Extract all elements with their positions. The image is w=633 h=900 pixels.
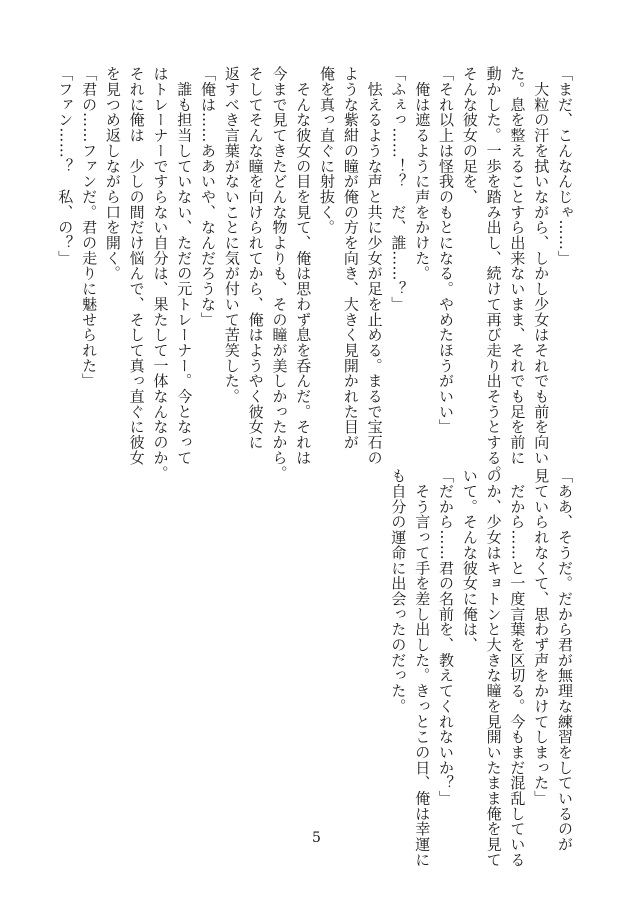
text-line: 「ファン……？ 私、の？」 [56, 66, 75, 266]
text-line: そしてそんな瞳を向けられてから、俺はようやく彼女に [246, 66, 265, 450]
text-line: 「それ以上は怪我のもとになる。やめたほうがいい」 [437, 66, 456, 435]
text-line: た。息を整えることすら出来ないまま、それでも足を前に [508, 66, 527, 466]
text-line: 俺は遮るように声をかけた。 [413, 66, 432, 281]
text-line: 大粒の汗を拭いながら、しかし少女はそれでも前を向い [532, 66, 551, 466]
text-line: そう言って手を差し出した。きっとこの日、俺は幸運に [413, 468, 432, 868]
text-line: 「ふぇっ……！？ だ、誰……？」 [389, 66, 408, 312]
text-line: そんな彼女の足を、 [460, 66, 479, 205]
text-line: 「だから……君の名前を、教えてくれないか？」 [437, 468, 456, 806]
text-line: ような紫紺の瞳が俺の方を向き、大きく見開かれた目が [341, 66, 360, 450]
text-line: 「まだ、こんなんじゃ……」 [556, 66, 574, 266]
upper-text-block [56, 66, 576, 481]
text-line: そんな彼女の目を見て、俺は思わず息を呑んだ。それは [294, 66, 313, 466]
text-line: を見つめ返しながら口を開く。 [103, 66, 122, 281]
text-line: 今まで見てきたどんな物よりも、その瞳が美しかったから。 [270, 66, 289, 481]
text-line: だから……と一度言葉を区切る。今もまだ混乱している [508, 468, 527, 868]
text-line: それに俺は 少しの間だけ悩んで、そして真っ直ぐに彼女 [127, 66, 146, 466]
text-line: も自分の運命に出会ったのだった。 [389, 468, 408, 714]
text-line: 「ああ、そうだ。だから君が無理な練習をしているのが [556, 468, 574, 852]
lower-text-block [376, 468, 576, 868]
page-number: 5 [312, 830, 321, 846]
text-line: のか、少女はキョトンと大きな瞳を見開いたまま俺を見て [484, 468, 503, 868]
text-line: 「俺は……ああいや、なんだろうな」 [199, 66, 218, 327]
text-line: 見ていられなくて、思わず声をかけてしまった」 [532, 468, 551, 806]
text-line: 動かした。一歩を踏み出し、続けて再び走り出そうとする。 [484, 66, 503, 481]
text-line: 怯えるような声と共に少女が足を止める。まるで宝石の [365, 66, 384, 466]
text-line: 俺を真っ直ぐに射抜く。 [318, 66, 337, 235]
text-line: 誰も担当していない、ただの元トレーナー。今となって [175, 66, 194, 466]
text-line: 返すべき言葉がないことに気が付いて苦笑した。 [222, 66, 241, 404]
text-line: はトレーナーですらない自分は、果たして一体なんなのか。 [151, 66, 170, 481]
text-line: 「君の……ファンだ。君の走りに魅せられた」 [80, 66, 99, 389]
text-line: いて。そんな彼女に俺は、 [460, 468, 479, 653]
